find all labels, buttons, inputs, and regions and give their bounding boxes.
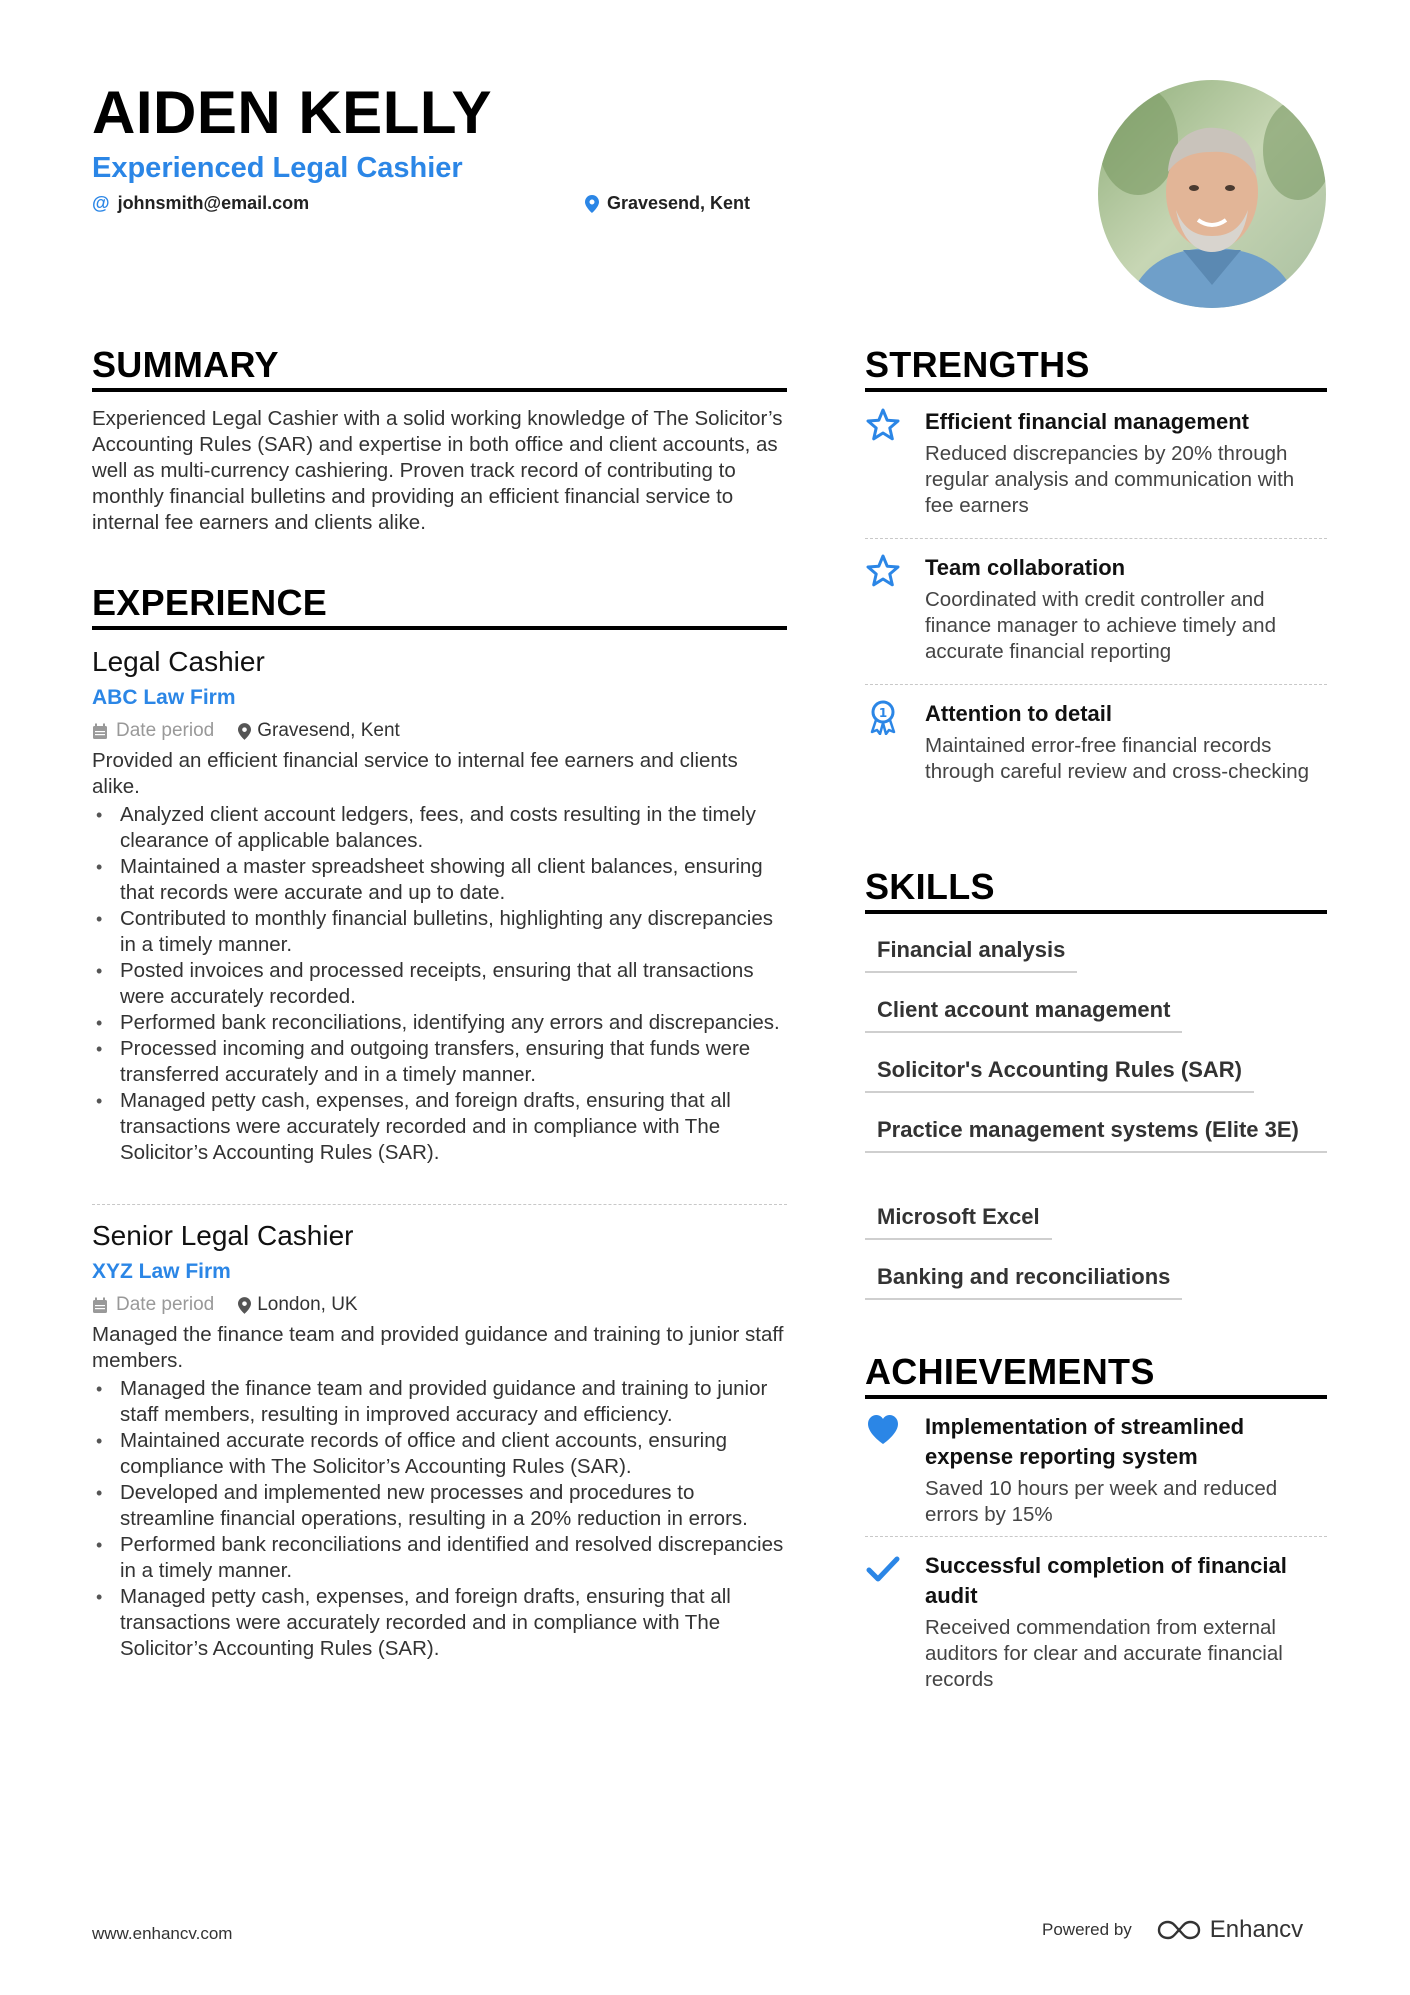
email-text: johnsmith@email.com <box>117 193 310 213</box>
strength-separator <box>865 684 1327 685</box>
skill-tag: Practice management systems (Elite 3E) <box>865 1116 1327 1153</box>
skill-tag: Solicitor's Accounting Rules (SAR) <box>865 1056 1254 1093</box>
experience-separator <box>92 1204 787 1205</box>
date-text: Date period <box>116 1294 215 1315</box>
strength-description: Coordinated with credit controller and finance manager to achieve timely and accurate financial reporting <box>925 588 1276 663</box>
svg-text:1: 1 <box>878 706 888 720</box>
skill-tag: Microsoft Excel <box>865 1203 1052 1240</box>
date-range <box>92 1292 214 1318</box>
job-description: Managed the finance team and provided guidance and training to junior staff members. <box>92 1323 784 1372</box>
bullet-item: • Processed incoming and outgoing transfers, ensuring that funds were transferred accurately and in a timely manner. <box>92 1036 787 1088</box>
experience-rule <box>92 626 787 630</box>
achievement-separator <box>865 1536 1327 1537</box>
summary-rule <box>92 388 787 392</box>
job-location <box>238 1292 357 1318</box>
location-pin-icon <box>585 195 599 213</box>
job-meta <box>92 1292 787 1318</box>
bullet-item: • Maintained accurate records of office and client accounts, ensuring compliance with The Solicitor’s Accounting Rules (SAR). <box>92 1428 787 1480</box>
experience-entry <box>92 1218 787 1662</box>
job-meta <box>92 718 787 744</box>
bullet-item: • Contributed to monthly financial bulletins, highlighting any discrepancies in a timely manner. <box>92 906 787 958</box>
bullet-item: • Managed the finance team and provided guidance and training to junior staff members, resulting in improved accuracy and efficiency. <box>92 1376 787 1428</box>
candidate-headline: Experienced Legal Cashier <box>92 152 463 184</box>
strength-separator <box>865 538 1327 539</box>
location-text: Gravesend, Kent <box>257 720 400 741</box>
job-description: Provided an efficient financial service to internal fee earners and clients alike. <box>92 749 738 798</box>
strength-description: Maintained error-free financial records through careful review and cross-checking <box>925 734 1309 783</box>
achievement-item <box>865 1551 1327 1693</box>
location-pin-icon <box>238 1297 251 1314</box>
strength-item <box>865 407 1327 519</box>
bullet-item: • Performed bank reconciliations, identifying any errors and discrepancies. <box>92 1010 787 1036</box>
achievements-rule <box>865 1395 1327 1399</box>
calendar-icon <box>92 1297 108 1314</box>
strength-title: Attention to detail <box>925 701 1112 726</box>
location-text: London, UK <box>257 1294 358 1315</box>
summary-heading: SUMMARY <box>92 344 279 385</box>
achievement-title: Successful completion of financial audit <box>925 1553 1287 1608</box>
achievement-description: Saved 10 hours per week and reduced errors by 15% <box>925 1477 1278 1526</box>
powered-by-text: Powered by <box>1042 1920 1132 1939</box>
footer-branding <box>1042 1916 1303 1944</box>
job-title: Senior Legal Cashier <box>92 1220 354 1251</box>
bullet-item: • Managed petty cash, expenses, and foreign drafts, ensuring that all transactions were accurately recorded and in compliance with The Solicitor’s Accounting Rules (SAR). <box>92 1088 787 1166</box>
footer-website[interactable]: www.enhancv.com <box>92 1924 233 1943</box>
skills-heading: SKILLS <box>865 866 995 907</box>
company-name: XYZ Law Firm <box>92 1260 231 1283</box>
candidate-name: AIDEN KELLY <box>92 79 493 146</box>
strength-item <box>865 553 1327 665</box>
star-icon <box>865 553 901 589</box>
skills-rule <box>865 910 1327 914</box>
profile-photo <box>1098 80 1326 308</box>
star-icon <box>865 407 901 443</box>
location-pin-icon <box>238 723 251 740</box>
bullet-item: • Posted invoices and processed receipts, ensuring that all transactions were accurately recorded. <box>92 958 787 1010</box>
company-name: ABC Law Firm <box>92 686 236 709</box>
strength-item <box>865 699 1327 785</box>
bullet-item: • Developed and implemented new processes and procedures to streamline financial operations, resulting in a 20% reduction in errors. <box>92 1480 787 1532</box>
contact-email[interactable] <box>92 193 309 214</box>
experience-heading: EXPERIENCE <box>92 582 328 623</box>
achievement-title: Implementation of streamlined expense reporting system <box>925 1414 1245 1469</box>
bullet-item: • Maintained a master spreadsheet showing all client balances, ensuring that records were accurate and up to date. <box>92 854 787 906</box>
strength-title: Efficient financial management <box>925 409 1249 434</box>
bullet-item: • Analyzed client account ledgers, fees, and costs resulting in the timely clearance of applicable balances. <box>92 802 787 854</box>
achievement-description: Received commendation from external auditors for clear and accurate financial records <box>925 1616 1283 1691</box>
bullet-item: • Managed petty cash, expenses, and foreign drafts, ensuring that all transactions were accurately recorded and in compliance with The Solicitor’s Accounting Rules (SAR). <box>92 1584 787 1662</box>
achievement-item <box>865 1412 1327 1528</box>
contact-location <box>585 193 750 214</box>
checkmark-icon <box>865 1551 901 1587</box>
job-bullets <box>92 1376 787 1662</box>
brand-name: Enhancv <box>1209 1916 1304 1943</box>
date-range <box>92 718 214 744</box>
experience-entry <box>92 644 787 1166</box>
job-bullets <box>92 802 787 1166</box>
award-ribbon-icon <box>865 699 901 735</box>
summary-text: Experienced Legal Cashier with a solid working knowledge of The Solicitor’s Accounting Rules (SAR) and expertise in both office and client accounts, as well as multi-currency cashiering. Proven track record of contributing to monthly financial bulletins and providing an efficient financial service to internal fee earners and clients alike. <box>92 407 783 534</box>
skill-tag: Banking and reconciliations <box>865 1263 1182 1300</box>
enhancv-logo-icon <box>1156 1918 1202 1942</box>
date-text: Date period <box>116 720 215 741</box>
brand-logo[interactable] <box>1156 1916 1303 1944</box>
skill-tag: Financial analysis <box>865 936 1077 973</box>
heart-icon <box>865 1412 901 1448</box>
location-text: Gravesend, Kent <box>607 193 751 213</box>
strength-title: Team collaboration <box>925 555 1126 580</box>
strength-description: Reduced discrepancies by 20% through regular analysis and communication with fee earners <box>925 442 1295 517</box>
calendar-icon <box>92 723 108 740</box>
bullet-item: • Performed bank reconciliations and identified and resolved discrepancies in a timely manner. <box>92 1532 787 1584</box>
strengths-heading: STRENGTHS <box>865 344 1090 385</box>
at-sign-icon: @ <box>92 193 110 213</box>
job-location <box>238 718 400 744</box>
achievements-heading: ACHIEVEMENTS <box>865 1351 1155 1392</box>
job-title: Legal Cashier <box>92 646 265 677</box>
strengths-rule <box>865 388 1327 392</box>
skill-tag: Client account management <box>865 996 1182 1033</box>
